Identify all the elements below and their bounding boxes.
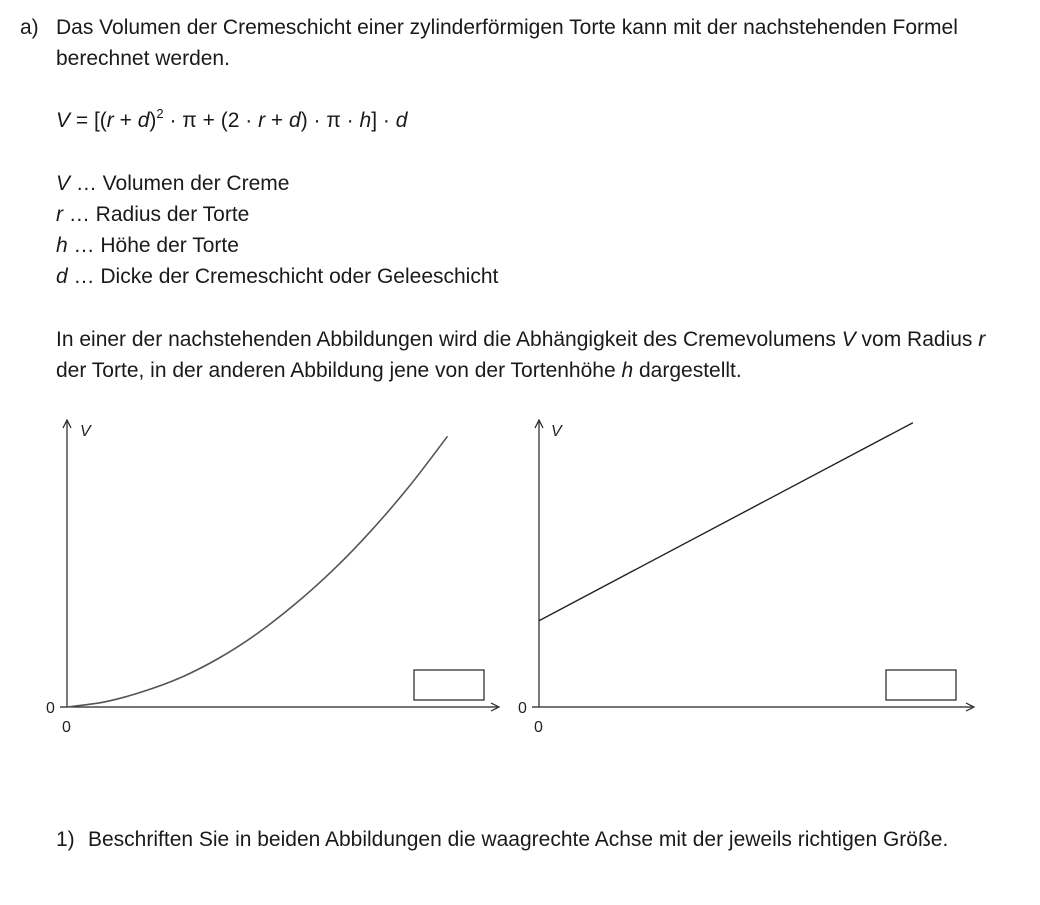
formula-part: ) · π · <box>300 109 360 132</box>
formula-exponent: 2 <box>156 106 164 121</box>
answer-box[interactable] <box>886 670 956 700</box>
figure-description <box>56 324 1016 386</box>
desc-symbol: h <box>621 359 634 382</box>
y-axis-label: V <box>551 423 562 440</box>
answer-box[interactable] <box>414 670 484 700</box>
task-intro: Das Volumen der Cremeschicht einer zylinderförmigen Torte kann mit der nachstehenden Formel berechnet werden. <box>56 16 958 70</box>
formula-part: r <box>258 109 266 132</box>
volume-line <box>539 423 913 621</box>
desc-symbol: V <box>841 328 856 351</box>
legend-item-h <box>56 230 498 261</box>
legend-symbol: d <box>56 265 68 288</box>
formula-part: d <box>137 109 150 132</box>
formula-part: + <box>265 109 289 132</box>
formula-part: d <box>395 109 408 132</box>
formula-part: = [( <box>70 109 107 132</box>
volume-formula <box>56 105 407 136</box>
legend-item-v <box>56 168 498 199</box>
formula-part: V <box>56 109 71 132</box>
volume-curve <box>67 436 448 707</box>
legend-text: … Dicke der Cremeschicht oder Geleeschicht <box>67 265 499 288</box>
y-axis-label: V <box>80 423 91 440</box>
x-origin-label: 0 <box>62 719 71 736</box>
desc-text: In einer der nachstehenden Abbildungen wird die Abhängigkeit des Cremevolumens <box>56 328 842 351</box>
desc-text: dargestellt. <box>633 359 742 382</box>
formula-part: d <box>289 109 301 132</box>
desc-symbol: r <box>978 328 986 351</box>
formula-part: ] · <box>371 109 396 132</box>
legend-symbol: r <box>56 203 63 226</box>
y-origin-label: 0 <box>46 700 55 717</box>
question-text: Beschriften Sie in beiden Abbildungen die waagrechte Achse mit der jeweils richtigen Größe. <box>88 828 949 851</box>
legend-item-r <box>56 199 498 230</box>
question-number: 1) <box>56 828 75 851</box>
x-origin-label: 0 <box>534 719 543 736</box>
formula-part: + <box>113 109 138 132</box>
legend-text: … Radius der Torte <box>63 203 250 226</box>
task-label: a) <box>20 16 39 39</box>
formula-part: r <box>106 109 114 132</box>
legend-item-d <box>56 261 498 292</box>
legend-symbol: V <box>56 172 71 195</box>
legend-text: … Volumen der Creme <box>70 172 290 195</box>
legend-symbol: h <box>56 234 68 257</box>
legend-text: … Höhe der Torte <box>67 234 239 257</box>
y-origin-label: 0 <box>518 700 527 717</box>
formula-part: · π + (2 · <box>163 109 259 132</box>
variable-legend <box>56 168 498 292</box>
chart-quadratic <box>40 410 510 740</box>
desc-text: der Torte, in der anderen Abbildung jene von der Tortenhöhe <box>56 359 622 382</box>
chart-linear <box>512 410 982 740</box>
desc-text: vom Radius <box>855 328 979 351</box>
formula-part: ) <box>149 109 157 132</box>
formula-part: h <box>359 109 372 132</box>
